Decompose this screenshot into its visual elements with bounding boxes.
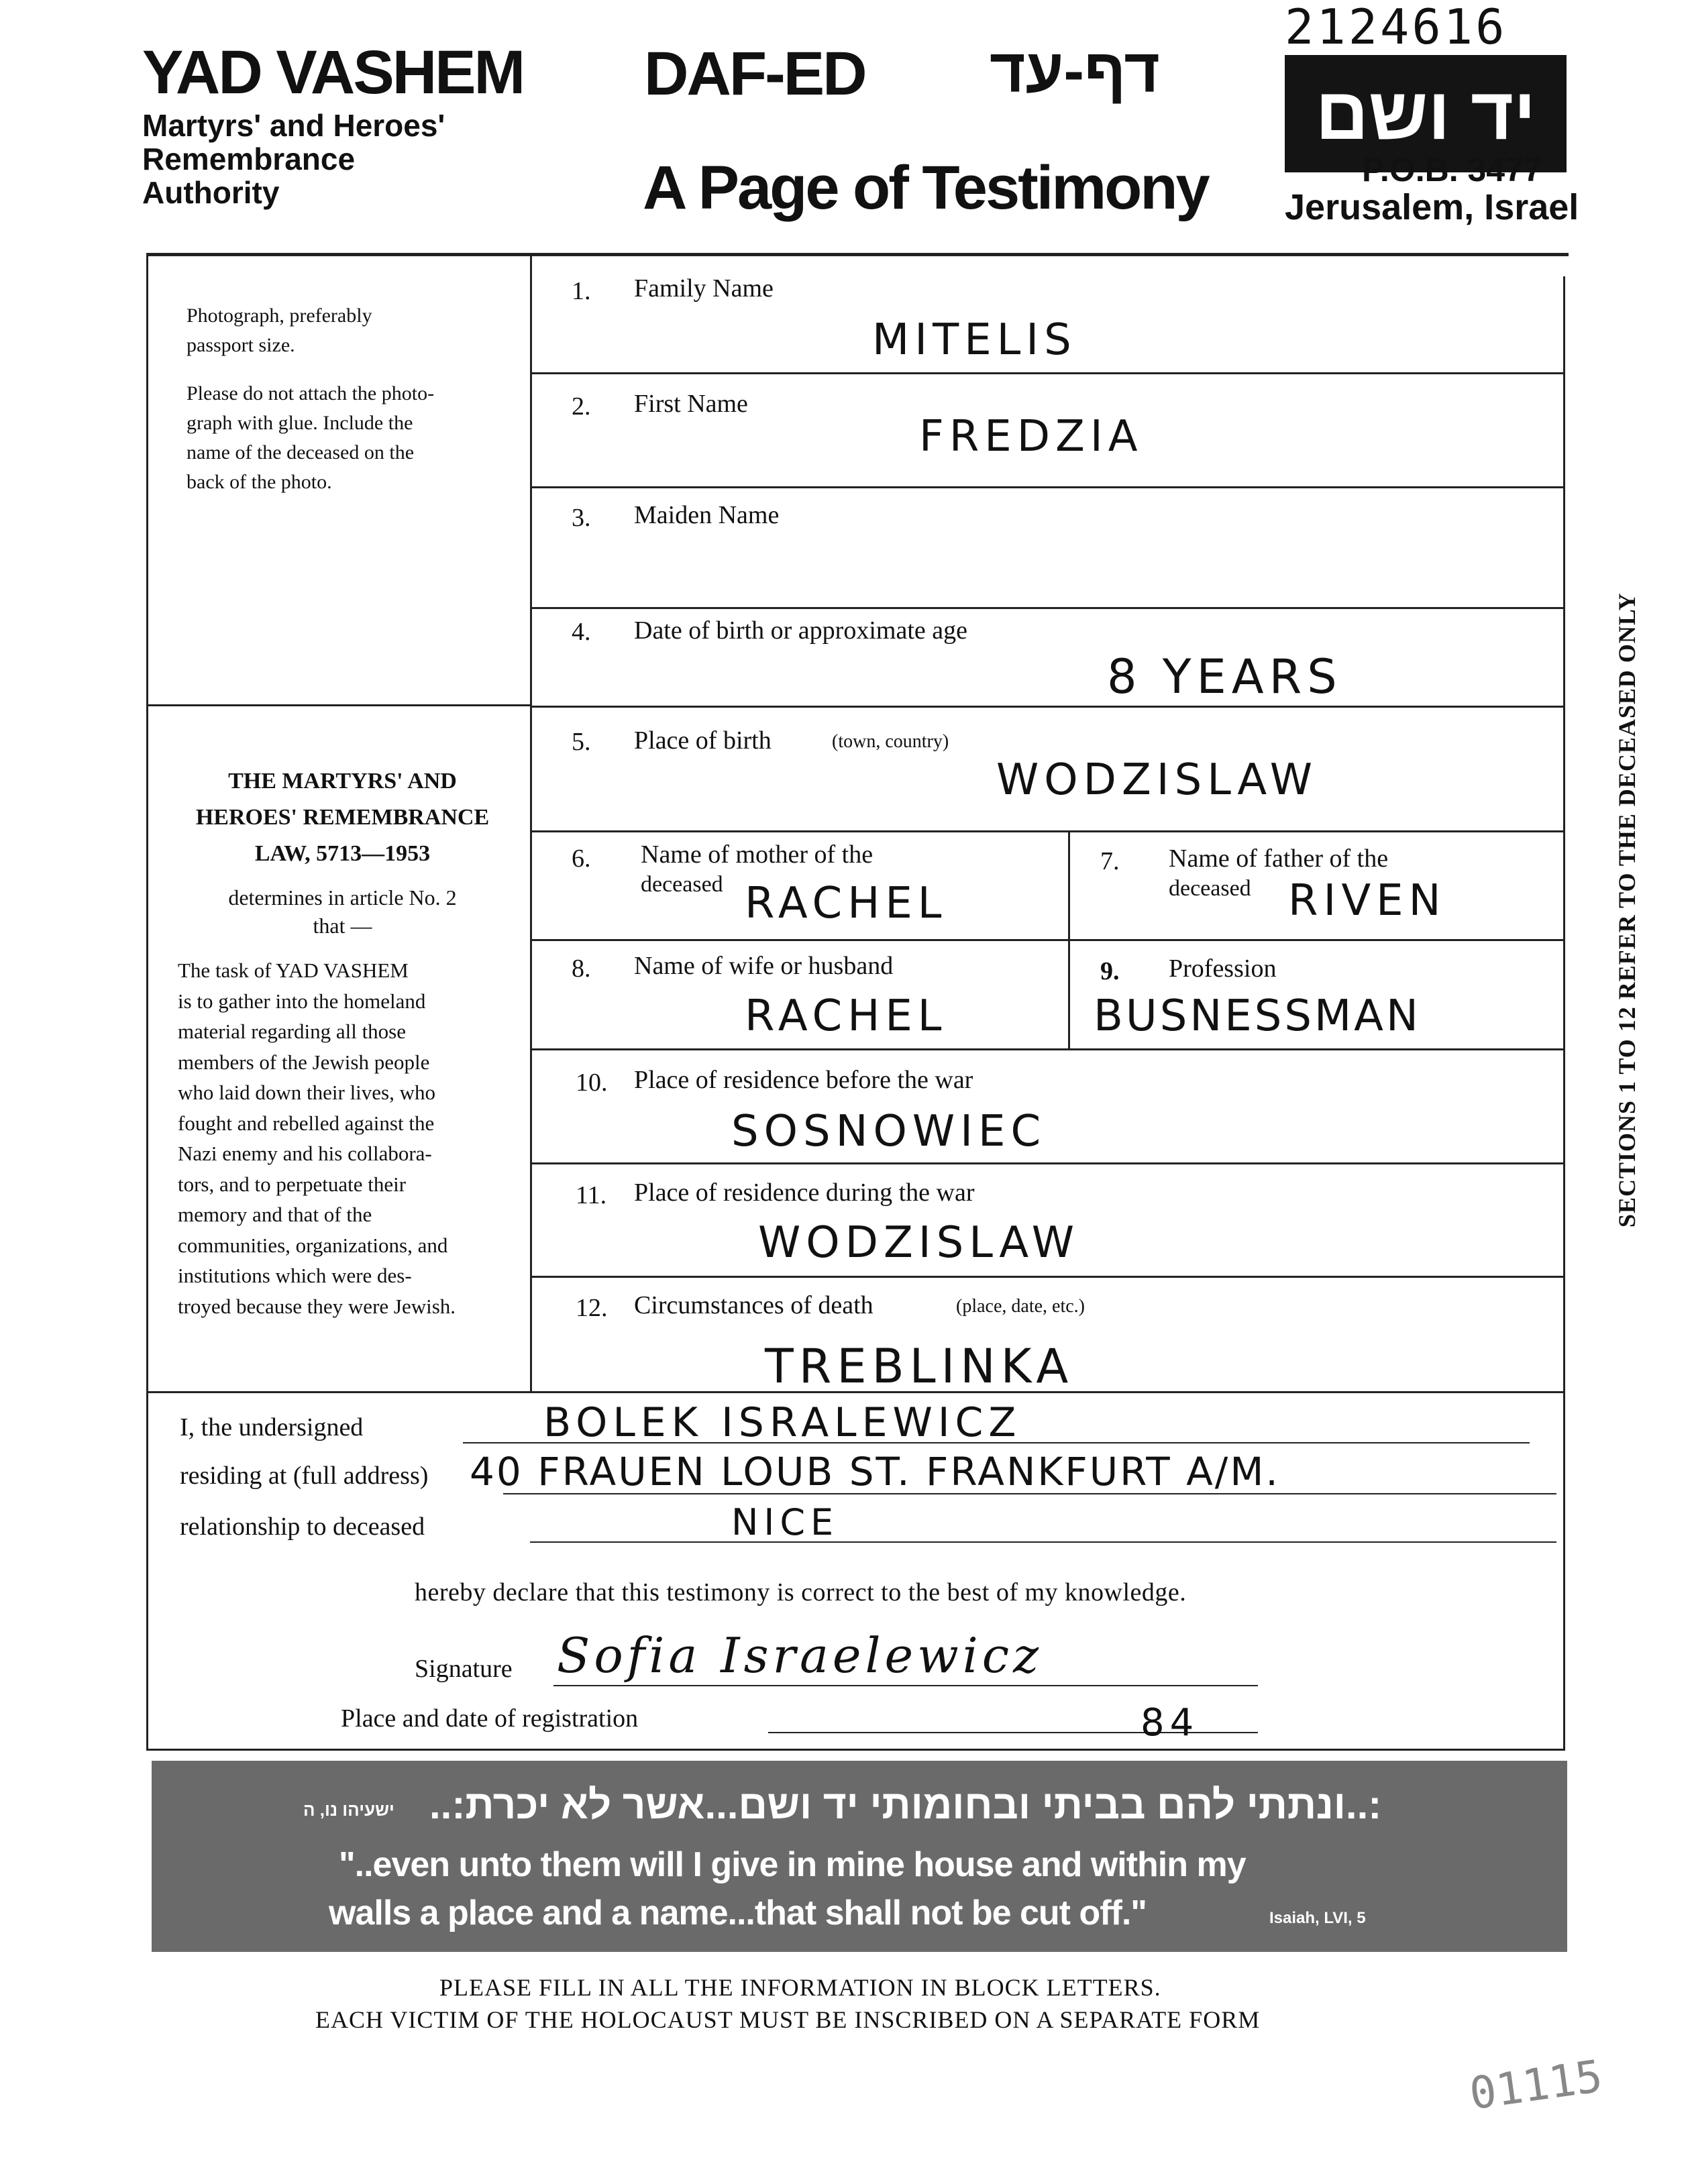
banner-hebrew-verse: :..ונתתי להם בביתי ובחומותי יד ושם...אשר לא יכרת:..	[429, 1782, 1382, 1827]
residing-label: residing at (full address)	[180, 1462, 429, 1490]
relationship-label: relationship to deceased	[180, 1513, 425, 1541]
field-divider	[532, 830, 1563, 832]
law-text-6: fought and rebelled against the	[178, 1111, 435, 1135]
banner-hebrew-ref: ישעיהו נו, ה	[303, 1800, 394, 1820]
law-text-10: communities, organizations, and	[178, 1234, 448, 1257]
residence-before-war-label: Place of residence before the war	[634, 1066, 973, 1094]
photo-instruction-2: passport size.	[187, 334, 295, 356]
banner-english-line-1: "..even unto them will I give in mine house and within my	[339, 1845, 1246, 1884]
signature-label: Signature	[415, 1655, 513, 1683]
law-text-3: material regarding all those	[178, 1020, 407, 1043]
date-of-birth-label: Date of birth or approximate age	[634, 616, 967, 645]
spouse-name-value[interactable]: RACHEL	[745, 991, 947, 1041]
daf-ed-title: DAF-ED	[644, 40, 865, 108]
org-subtitle-2: Remembrance	[142, 142, 356, 176]
field-divider	[532, 486, 1563, 488]
circumstances-of-death-label: Circumstances of death	[634, 1291, 874, 1319]
law-text-12: troyed because they were Jewish.	[178, 1295, 456, 1318]
field-divider	[532, 706, 1563, 708]
mother-name-label-2: deceased	[641, 872, 723, 897]
field-8-number: 8.	[572, 954, 591, 983]
banner-english-line-2: walls a place and a name...that shall not be cut off."	[329, 1894, 1147, 1932]
form-title: A Page of Testimony	[643, 154, 1208, 222]
place-of-birth-label: Place of birth	[634, 726, 772, 755]
photo-box-bottom	[146, 704, 532, 706]
form-top-rule	[146, 253, 1569, 256]
hebrew-daf-ed: דף-עד	[990, 37, 1160, 105]
law-text-4: members of the Jewish people	[178, 1050, 430, 1074]
first-name-value[interactable]: FREDZIA	[919, 412, 1143, 461]
location: Jerusalem, Israel	[1285, 187, 1579, 227]
registration-label: Place and date of registration	[341, 1704, 639, 1733]
law-text-11: institutions which were des-	[178, 1264, 412, 1287]
place-of-birth-value[interactable]: WODZISLAW	[996, 755, 1318, 805]
mother-name-value[interactable]: RACHEL	[745, 879, 947, 928]
first-name-label: First Name	[634, 390, 748, 418]
field-divider	[532, 607, 1563, 609]
photo-note-2: graph with glue. Include the	[187, 412, 413, 434]
serial-number: 2124616	[1285, 0, 1507, 55]
profession-value[interactable]: BUSNESSMAN	[1094, 991, 1421, 1041]
family-name-label: Family Name	[634, 274, 774, 303]
archive-stamp: 01115	[1466, 2050, 1606, 2120]
law-text-2: is to gather into the homeland	[178, 989, 426, 1013]
family-name-value[interactable]: MITELIS	[872, 315, 1077, 365]
field-divider	[532, 372, 1563, 374]
residence-before-war-value[interactable]: SOSNOWIEC	[731, 1107, 1047, 1156]
org-subtitle-1: Martyrs' and Heroes'	[142, 108, 445, 143]
law-heading-1: THE MARTYRS' AND	[228, 769, 457, 794]
field-divider	[532, 939, 1563, 941]
law-text-5: who laid down their lives, who	[178, 1081, 436, 1104]
law-text-8: tors, and to perpetuate their	[178, 1172, 407, 1196]
photo-note-3: name of the deceased on the	[187, 441, 415, 463]
org-subtitle-3: Authority	[142, 175, 280, 210]
field-6-number: 6.	[572, 844, 591, 873]
footer-instruction-2: EACH VICTIM OF THE HOLOCAUST MUST BE INSCRIBED ON A SEPARATE FORM	[315, 2006, 1261, 2033]
profession-label: Profession	[1169, 954, 1277, 983]
form-bottom-rule	[146, 1749, 1565, 1751]
relationship-line	[530, 1541, 1556, 1543]
form-right-border	[1563, 276, 1565, 1751]
declaration-statement: hereby declare that this testimony is correct to the best of my knowledge.	[415, 1578, 1187, 1606]
field-column-divider	[1068, 830, 1070, 1048]
field-divider	[532, 1048, 1563, 1050]
field-10-number: 10.	[576, 1069, 608, 1097]
mother-name-label: Name of mother of the	[641, 840, 874, 869]
form-left-border	[146, 253, 148, 1751]
field-divider	[532, 1162, 1563, 1164]
banner-ref: Isaiah, LVI, 5	[1269, 1909, 1366, 1927]
residence-during-war-value[interactable]: WODZISLAW	[758, 1218, 1079, 1268]
undersigned-label: I, the undersigned	[180, 1413, 364, 1441]
relationship-value[interactable]: NICE	[731, 1501, 839, 1543]
field-7-number: 7.	[1100, 847, 1120, 875]
residence-during-war-label: Place of residence during the war	[634, 1179, 975, 1207]
field-3-number: 3.	[572, 504, 591, 532]
law-determines-1: determines in article No. 2	[228, 885, 457, 910]
column-divider	[530, 253, 532, 1393]
law-text-9: memory and that of the	[178, 1203, 372, 1226]
law-determines-2: that —	[313, 914, 372, 938]
law-heading-2: HEROES' REMEMBRANCE	[195, 805, 490, 830]
residing-value[interactable]: 40 FRAUEN LOUB ST. FRANKFURT A/M.	[470, 1449, 1280, 1494]
law-heading-3: LAW, 5713—1953	[254, 841, 431, 866]
field-divider	[532, 1276, 1563, 1278]
place-of-birth-note: (town, country)	[832, 731, 949, 752]
photo-note-4: back of the photo.	[187, 471, 332, 493]
father-name-label: Name of father of the	[1169, 844, 1389, 873]
signature-line	[553, 1685, 1258, 1686]
field-5-number: 5.	[572, 728, 591, 756]
maiden-name-label: Maiden Name	[634, 501, 780, 529]
photo-instruction-1: Photograph, preferably	[187, 305, 372, 327]
law-text-1: The task of YAD VASHEM	[178, 959, 409, 982]
field-12-number: 12.	[576, 1294, 608, 1322]
father-name-label-2: deceased	[1169, 876, 1251, 901]
law-text-7: Nazi enemy and his collabora-	[178, 1142, 432, 1165]
org-name: YAD VASHEM	[142, 38, 524, 107]
circumstances-of-death-note: (place, date, etc.)	[956, 1296, 1085, 1317]
father-name-value[interactable]: RIVEN	[1288, 876, 1446, 926]
date-of-birth-value[interactable]: 8 YEARS	[1107, 649, 1342, 704]
undersigned-value[interactable]: BOLEK ISRALEWICZ	[543, 1399, 1022, 1446]
registration-value[interactable]: 84	[1141, 1701, 1200, 1745]
sections-side-note: SECTIONS 1 TO 12 REFER TO THE DECEASED ONLY	[1613, 592, 1640, 1227]
footer-instruction-1: PLEASE FILL IN ALL THE INFORMATION IN BLOCK LETTERS.	[439, 1974, 1161, 2001]
pob-address: P.O.B. 3477	[1362, 151, 1542, 188]
spouse-name-label: Name of wife or husband	[634, 952, 894, 980]
circumstances-of-death-value[interactable]: TREBLINKA	[765, 1339, 1074, 1394]
yad-vashem-logo: יד ושם	[1285, 55, 1567, 172]
field-4-number: 4.	[572, 618, 591, 646]
signature-value[interactable]: Sofia Israelewicz	[557, 1627, 1043, 1684]
field-2-number: 2.	[572, 392, 591, 421]
field-1-number: 1.	[572, 277, 591, 305]
field-11-number: 11.	[576, 1181, 607, 1209]
field-9-number: 9.	[1100, 957, 1120, 985]
photo-note-1: Please do not attach the photo-	[187, 382, 435, 404]
